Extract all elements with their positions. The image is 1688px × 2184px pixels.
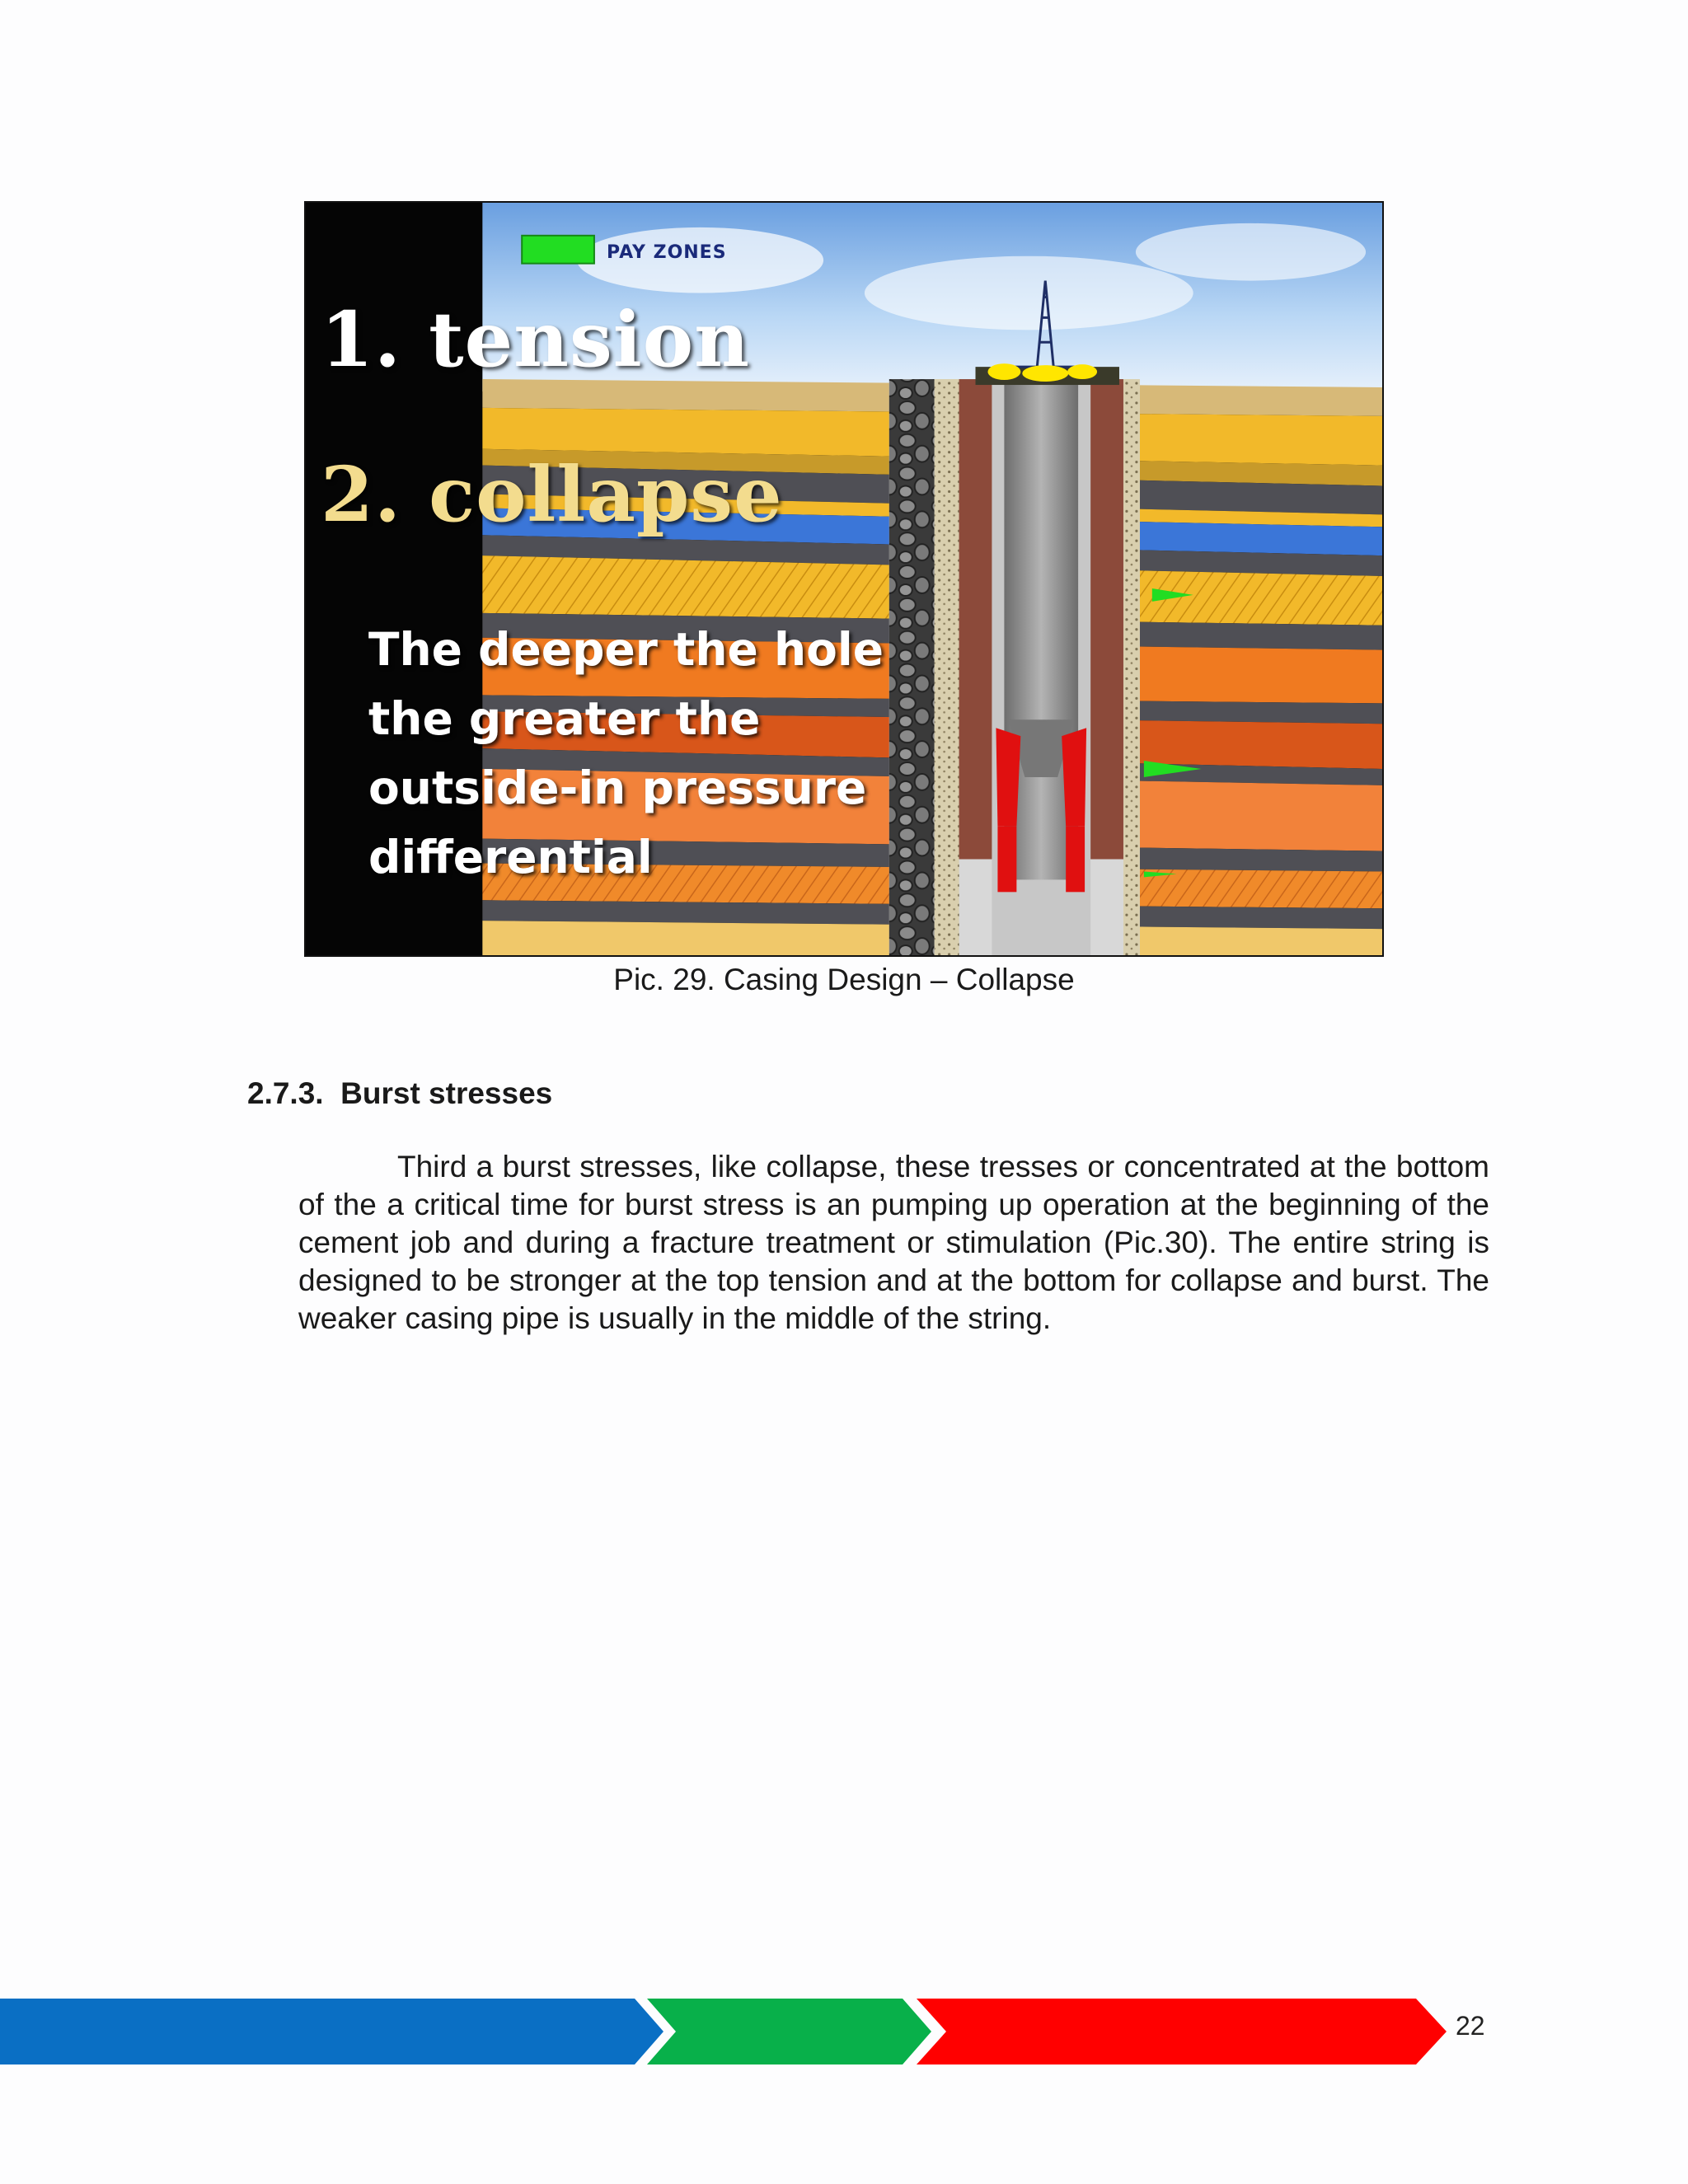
casing-collapse-figure (304, 201, 1384, 957)
description-line: the greater the (368, 692, 761, 745)
pay-zone-swatch (522, 236, 594, 264)
pressure-description (368, 615, 962, 892)
section-title: Burst stresses (340, 1076, 553, 1110)
page-number: 22 (1456, 2011, 1485, 2041)
footer-red-arrow (917, 1999, 1447, 2064)
section-number: 2.7.3. (247, 1076, 324, 1110)
footer-green-arrow (647, 1999, 931, 2064)
figure-caption: Pic. 29. Casing Design – Collapse (613, 963, 1075, 996)
description-line: differential (368, 831, 653, 883)
section-heading (247, 1073, 552, 1114)
footer-blue-arrow (0, 1999, 663, 2064)
pay-zones-label: PAY ZONES (607, 242, 727, 263)
footer-arrow-bar (0, 1994, 1459, 2069)
description-line: outside-in pressure (368, 762, 867, 814)
collapse-heading: 2. collapse (321, 450, 783, 539)
body-paragraph: Third a burst stresses, like collapse, these tresses or concentrated at the bottom of the a critical time for burst stress is an pumping up operation at the beginning of the cement job and during a fracture treatment or stimulation (Pic.30). The entire string is designed to be stronger at the top tension and at the bottom for collapse and burst. The weaker casing pipe is usually in the middle of the string. (298, 1150, 1489, 1335)
tension-heading: 1. tension (321, 295, 750, 384)
description-line: The deeper the hole (368, 623, 884, 676)
